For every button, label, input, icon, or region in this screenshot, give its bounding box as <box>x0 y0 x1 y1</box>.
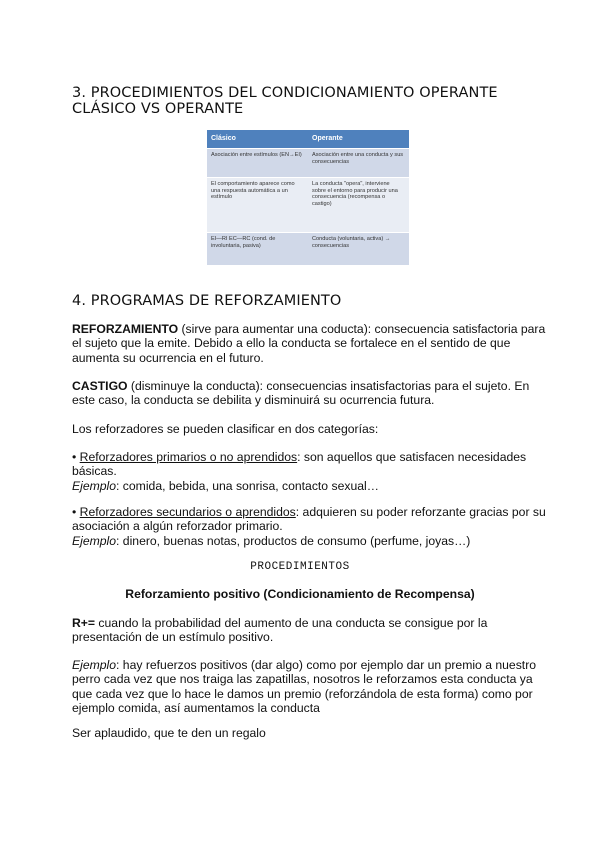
bullet: • <box>72 450 80 464</box>
ejemplo-label: Ejemplo <box>72 533 117 548</box>
ejemplo-text: : hay refuerzos positivos (dar algo) como por ejemplo dar un premio a nuestro perro cada vez que nos traiga las zapatillas, nosotros le reforzamos esta conducta ya que cada vez que lo hace le damos un premio (reforzándola de esta forma) como por ejemplo comida, así aumentamos la conducta <box>72 658 537 716</box>
table-header: Clásico <box>207 130 308 149</box>
table-cell: Conducta (voluntaria, activa) → consecuencias <box>308 233 409 266</box>
procedimientos-heading: PROCEDIMIENTOS <box>250 561 350 573</box>
positivo-title: Reforzamiento positivo (Condicionamiento de Recompensa) <box>125 587 475 601</box>
table-cell: Asociación entre estímulos (EN→EI) <box>207 149 308 178</box>
table-cell: La conducta "opera", interviene sobre el entorno para producir una consecuencia (recompensa o castigo) <box>308 178 409 233</box>
comparison-table <box>207 130 409 265</box>
reforzamiento-text: (sirve para aumentar una coducta): consecuencia satisfactoria para el sujeto que la emite. Debido a ello la conducta se fortalece en el sentido de que aumenta su ocurrencia en el futuro. <box>72 322 546 365</box>
ejemplo-label: Ejemplo <box>72 478 117 493</box>
table-row <box>207 233 409 266</box>
aplaudido-paragraph: Ser aplaudido, que te den un regalo <box>72 726 266 740</box>
castigo-paragraph <box>72 379 552 408</box>
secundarios-text: : adquieren su poder reforzante gracias por su asociación a algún reforzador primario. <box>72 505 546 534</box>
rplus-text: cuando la probabilidad del aumento de una conducta se consigue por la presentación de un estímulo positivo. <box>72 616 488 645</box>
table-row <box>207 178 409 233</box>
rplus-term: R+= <box>72 616 96 630</box>
table-cell: El comportamiento aparece como una respuesta automática a un estímulo <box>207 178 308 233</box>
secundarios-example: : dinero, buenas notas, productos de consumo (perfume, joyas…) <box>116 533 471 548</box>
ejemplo-label: Ejemplo <box>72 658 117 672</box>
clasificar-paragraph: Los reforzadores se pueden clasificar en dos categorías: <box>72 422 379 436</box>
primarios-text: : son aquellos que satisfacen necesidades básicas. <box>72 450 527 479</box>
secundarios-paragraph <box>72 505 552 548</box>
bullet: • <box>72 505 80 519</box>
table-cell: EI—RI EC—RC (cond. de involuntaria, pasiva) <box>207 233 308 266</box>
ejemplo-paragraph <box>72 658 552 716</box>
secundarios-term: Reforzadores secundarios o aprendidos <box>79 505 296 519</box>
table-cell: Asociación entre una conducta y sus consecuencias <box>308 149 409 178</box>
table-header: Operante <box>308 130 409 149</box>
section-4-title: 4. PROGRAMAS DE REFORZAMIENTO <box>72 293 342 309</box>
reforzamiento-paragraph <box>72 322 552 365</box>
reforzamiento-term: REFORZAMIENTO <box>72 322 179 336</box>
castigo-term: CASTIGO <box>72 379 128 393</box>
table-row <box>207 149 409 178</box>
section-3-title-line2: CLÁSICO VS OPERANTE <box>72 101 244 117</box>
primarios-paragraph <box>72 450 552 493</box>
section-3-title-line1: 3. PROCEDIMIENTOS DEL CONDICIONAMIENTO OPERANTE <box>72 85 498 101</box>
castigo-text: (disminuye la conducta): consecuencias insatisfactorias para el sujeto. En este caso, la conducta se debilita y disminuirá su ocurrencia futura. <box>72 379 530 408</box>
primarios-example: : comida, bebida, una sonrisa, contacto sexual… <box>116 478 379 493</box>
primarios-term: Reforzadores primarios o no aprendidos <box>79 450 298 464</box>
rplus-paragraph <box>72 616 552 645</box>
